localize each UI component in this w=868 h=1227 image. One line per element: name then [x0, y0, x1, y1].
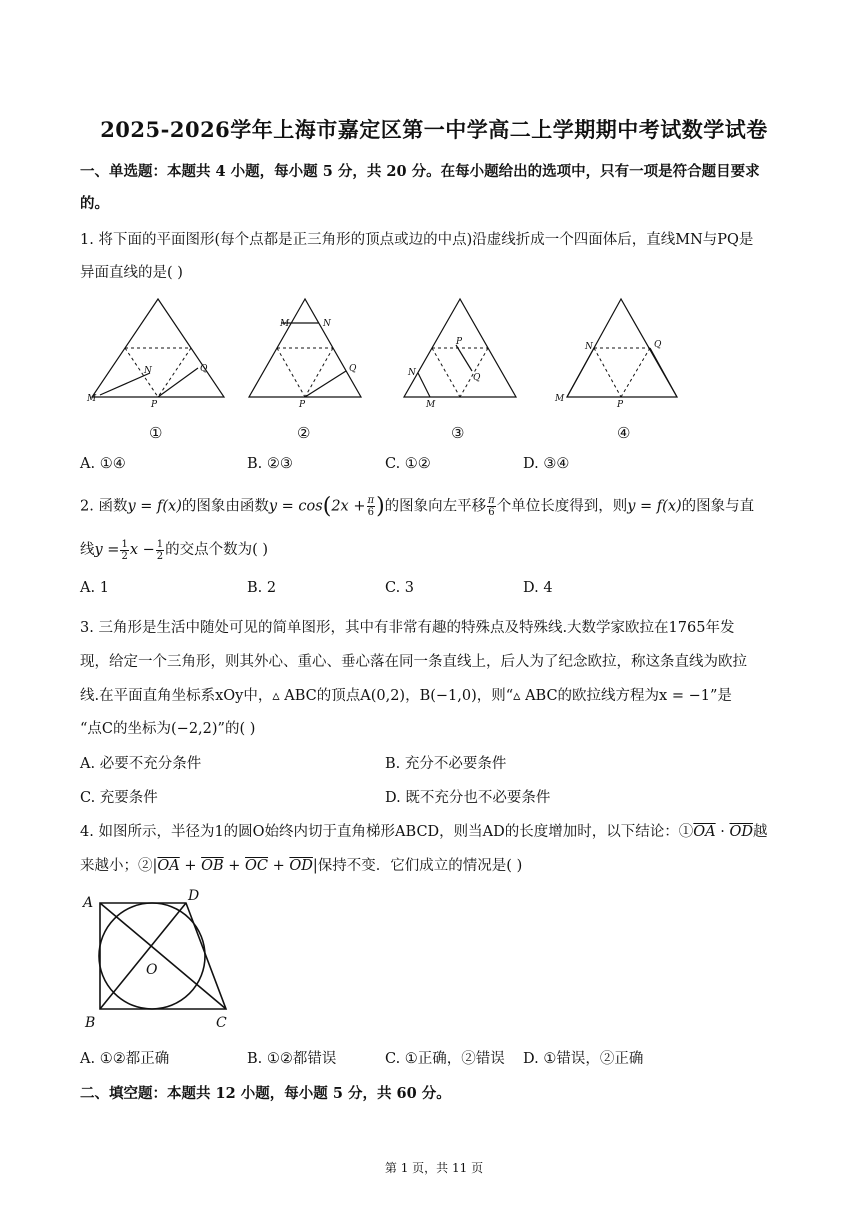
section-2-heading: 二、填空题：本题共 12 小题，每小题 5 分，共 60 分。 [80, 1085, 451, 1102]
q1-option-b: B. ②③ [247, 456, 293, 472]
q3-option-a: A. 必要不充分条件 [80, 756, 202, 772]
point-label-N: N [585, 342, 593, 352]
page-footer: 第 1 页，共 11 页 [384, 1161, 484, 1175]
point-label-Q: Q [654, 340, 662, 350]
q3-option-c: C. 充要条件 [80, 790, 158, 806]
q1-text-line1: 1. 将下面的平面图形(每个点都是正三角形的顶点或边的中点)沿虚线折成一个四面体后，直线MN与PQ是 [80, 232, 754, 248]
page-title: 2025-2026学年上海市嘉定区第一中学高二上学期期中考试数学试卷 [100, 117, 768, 142]
point-label-O: O [146, 962, 158, 978]
q4-option-d: D. ①错误，②正确 [523, 1051, 644, 1067]
point-label-A: A [83, 895, 94, 911]
q3-option-b: B. 充分不必要条件 [385, 756, 507, 772]
point-label-M: M [280, 319, 290, 329]
q3-text-line4: “点C的坐标为(−2,2)”的( ) [80, 721, 256, 737]
point-label-C: C [216, 1015, 227, 1031]
point-label-N: N [408, 368, 416, 378]
q3-text-line2: 现，给定一个三角形，则其外心、重心、垂心落在同一条直线上，后人为了纪念欧拉，称这条直线为欧拉 [80, 654, 747, 670]
q4-option-a: A. ①②都正确 [80, 1051, 170, 1067]
q3-option-d: D. 既不充分也不必要条件 [385, 790, 551, 806]
q3-text-line1: 3. 三角形是生活中随处可见的简单图形，其中有非常有趣的特殊点及特殊线.大数学家欧拉在1765年发 [80, 620, 735, 636]
point-label-P: P [151, 400, 158, 410]
q4-option-b: B. ①②都错误 [247, 1051, 337, 1067]
point-label-M: M [87, 394, 97, 404]
figure-label-1: ① [149, 424, 163, 442]
q2-option-b: B. 2 [247, 580, 277, 596]
q4-trapezoid-figure [80, 885, 240, 1035]
point-label-P: P [299, 400, 306, 410]
q1-figure-2 [243, 295, 373, 410]
figure-label-4: ④ [617, 424, 631, 442]
q4-text-line2: 来越小；$②|\overline{OA} + \overline{OB} + \overline{OC} + \overline{OD}|$保持不变．它们成立的情况是( ) [80, 858, 523, 874]
q1-figure-3 [400, 295, 525, 410]
q1-option-a: A. ①④ [80, 456, 126, 472]
q3-text-line3: 线.在平面直角坐标系xOy中，▵ ABC的顶点A(0,2)，B(−1,0)，则“▵ ABC的欧拉线方程为x = −1”是 [80, 688, 732, 704]
section-1-heading: 一、单选题：本题共 4 小题，每小题 5 分，共 20 分。在每小题给出的选项中，只有一项是符合题目要求 [80, 163, 760, 180]
q4-option-c: C. ①正确，②错误 [385, 1051, 505, 1067]
figure-label-3: ③ [451, 424, 465, 442]
q1-figure-1 [88, 295, 228, 410]
q4-text-line1: 4. 如图所示，半径为1的圆O始终内切于直角梯形ABCD，则当AD的长度增加时，以下结论：$①\overline{OA} \cdot \overline{OD}$越 [80, 824, 768, 840]
q1-option-c: C. ①② [385, 456, 431, 472]
point-label-D: D [188, 888, 200, 904]
figure-label-2: ② [297, 424, 311, 442]
q2-option-a: A. 1 [80, 580, 109, 596]
point-label-B: B [85, 1015, 96, 1031]
q2-option-d: D. 4 [523, 580, 553, 596]
point-label-M: M [555, 394, 565, 404]
point-label-Q: Q [200, 364, 208, 374]
point-label-N: N [144, 366, 152, 376]
q2-text-line2: 线y = $\frac{1}{2}$ x − $\frac{1}{2}$ 的交点个数为( ) [80, 538, 269, 562]
q2-text-line1: 2. 函数y = f(x)的图象由函数y = cos(2x + $\frac{\pi}{6}$ )的图象向左平移 $\frac{\pi}{6}$ 个单位长度得到，则y = f(x)的图象与直 [80, 494, 755, 519]
q2-option-c: C. 3 [385, 580, 415, 596]
point-label-N: N [323, 319, 331, 329]
q1-figure-4 [553, 295, 688, 410]
point-label-Q: Q [349, 364, 357, 374]
point-label-Q: Q [473, 373, 481, 383]
section-1-heading-cont: 的。 [80, 195, 109, 212]
point-label-M: M [426, 400, 436, 410]
q1-text-line2: 异面直线的是( ) [80, 265, 183, 281]
point-label-P: P [617, 400, 624, 410]
point-label-P: P [456, 337, 463, 347]
q1-option-d: D. ③④ [523, 456, 570, 472]
